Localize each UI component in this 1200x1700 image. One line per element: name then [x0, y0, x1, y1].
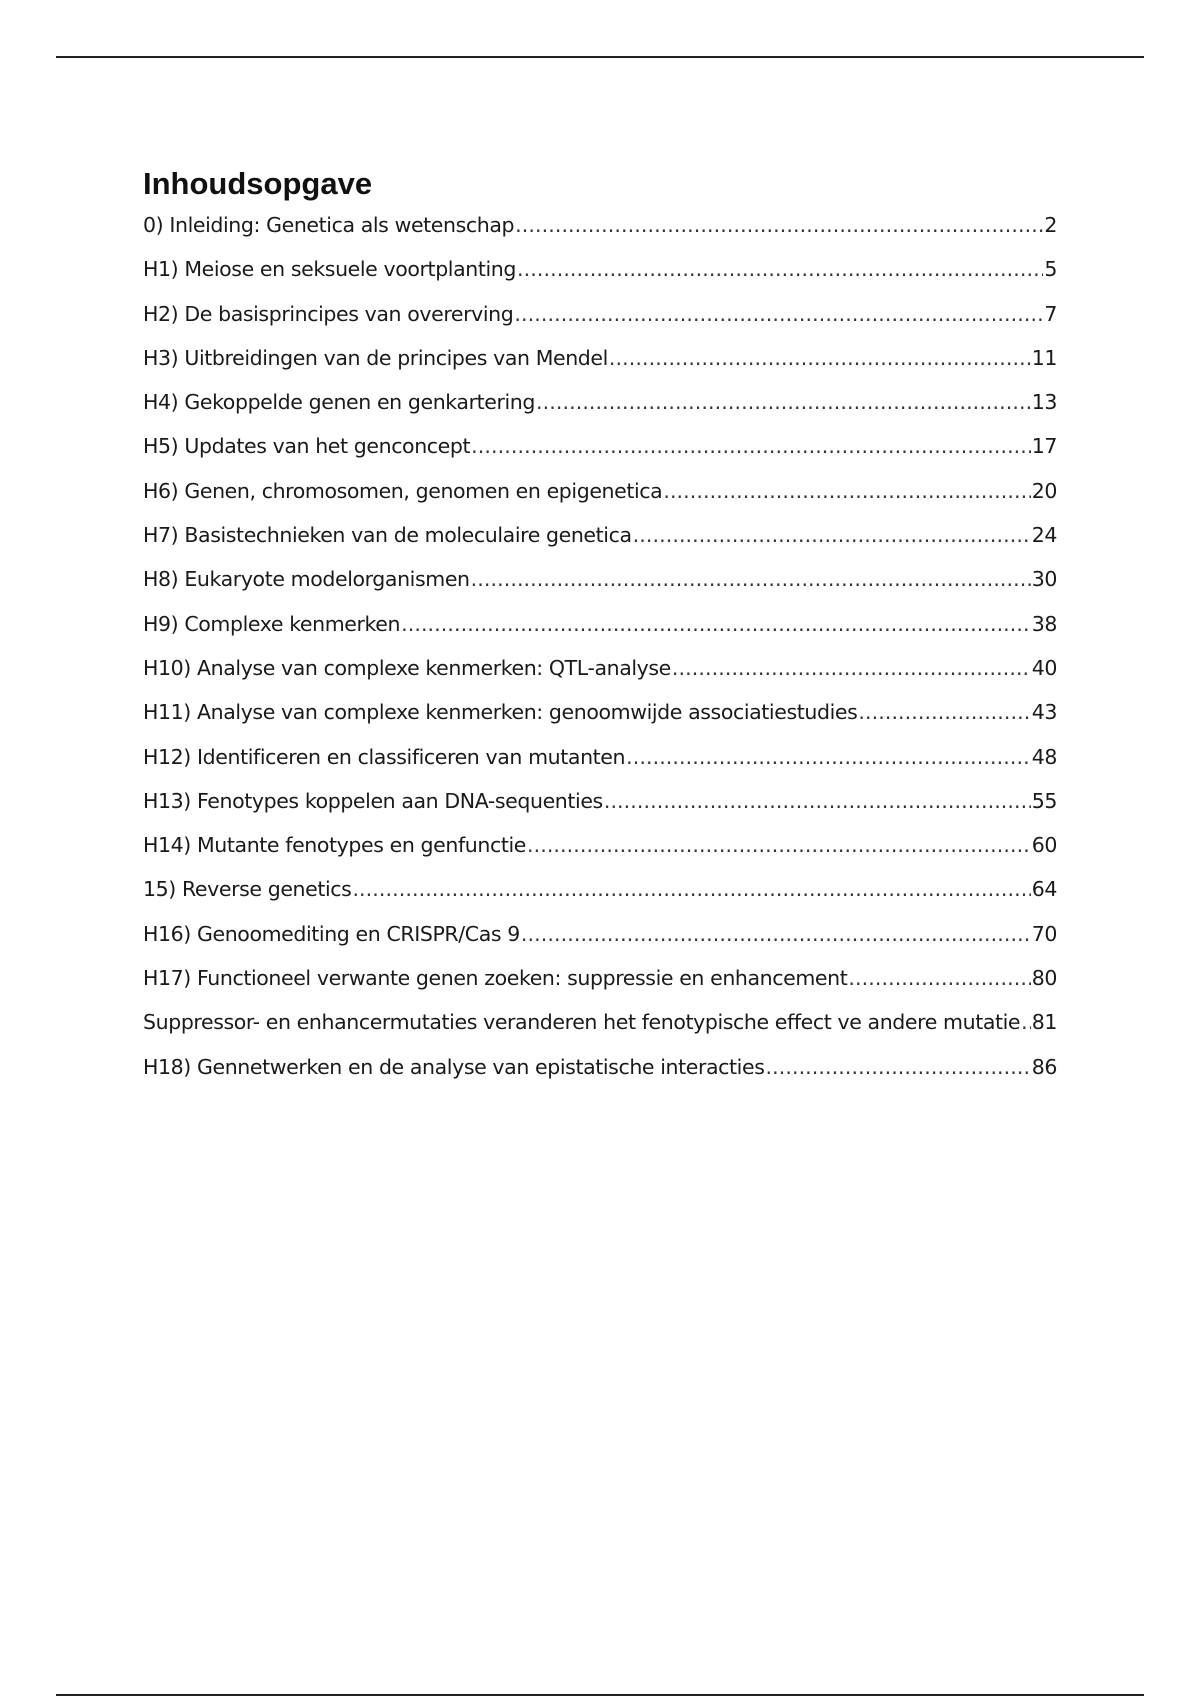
- toc-entry-label: H14) Mutante fenotypes en genfunctie: [143, 833, 526, 858]
- toc-entry[interactable]: [143, 698, 1057, 742]
- toc-entry[interactable]: [143, 300, 1057, 344]
- toc-entry[interactable]: [143, 344, 1057, 388]
- toc-entry-page: 5: [1044, 257, 1057, 282]
- toc-entry[interactable]: [143, 1053, 1057, 1097]
- toc-entry-page: 30: [1031, 567, 1057, 592]
- toc-entry[interactable]: [143, 565, 1057, 609]
- toc-entry-label: H5) Updates van het genconcept: [143, 434, 471, 459]
- toc-entry-label: H9) Complexe kenmerken: [143, 611, 401, 636]
- toc-entry[interactable]: [143, 211, 1057, 255]
- toc-entry-page: 43: [1031, 700, 1057, 725]
- dot-leader: [536, 388, 1031, 416]
- toc-entry[interactable]: [143, 1008, 1057, 1052]
- toc-entry[interactable]: [143, 743, 1057, 787]
- toc-entry-label: H16) Genoomediting en CRISPR/Cas 9: [143, 921, 520, 946]
- toc-entry-page: 38: [1031, 611, 1057, 636]
- header-rule: [56, 56, 1144, 58]
- toc-entry-page: 13: [1031, 390, 1057, 415]
- footer-rule: [56, 1694, 1144, 1696]
- toc-entry-label: H13) Fenotypes koppelen aan DNA-sequenties: [143, 788, 603, 813]
- dot-leader: [626, 743, 1031, 771]
- toc-list: [143, 211, 1057, 1097]
- toc-entry-page: 24: [1031, 523, 1057, 548]
- toc-entry-page: 48: [1031, 744, 1057, 769]
- dot-leader: [609, 344, 1031, 372]
- dot-leader: [633, 521, 1031, 549]
- toc-entry-page: 81: [1031, 1010, 1057, 1035]
- toc-entry-label: H17) Functioneel verwante genen zoeken: suppressie en enhancement: [143, 966, 848, 991]
- toc-entry[interactable]: [143, 388, 1057, 432]
- toc-entry[interactable]: [143, 432, 1057, 476]
- toc-entry-label: 15) Reverse genetics: [143, 877, 352, 902]
- dot-leader: [765, 1053, 1030, 1081]
- dot-leader: [663, 477, 1030, 505]
- toc-entry[interactable]: [143, 477, 1057, 521]
- toc-entry[interactable]: [143, 964, 1057, 1008]
- toc-entry[interactable]: [143, 654, 1057, 698]
- toc-entry-label: H10) Analyse van complexe kenmerken: QTL-analyse: [143, 655, 671, 680]
- toc-entry-label: H4) Gekoppelde genen en genkartering: [143, 390, 535, 415]
- toc-entry-page: 2: [1044, 213, 1057, 237]
- toc-entry-label: H6) Genen, chromosomen, genomen en epigenetica: [143, 478, 663, 503]
- toc-entry-page: 60: [1031, 833, 1057, 858]
- dot-leader: [672, 654, 1031, 682]
- toc-entry-page: 80: [1031, 966, 1057, 991]
- dot-leader: [352, 875, 1030, 903]
- toc-entry[interactable]: [143, 831, 1057, 875]
- toc-entry-label: H2) De basisprincipes van overerving: [143, 301, 514, 326]
- dot-leader: [471, 565, 1031, 593]
- toc-entry[interactable]: [143, 875, 1057, 919]
- toc-entry-page: 64: [1031, 877, 1057, 902]
- toc-entry-page: 55: [1031, 788, 1057, 813]
- toc-entry[interactable]: [143, 255, 1057, 299]
- dot-leader: [604, 787, 1031, 815]
- toc-entry-label: H1) Meiose en seksuele voortplanting: [143, 257, 516, 282]
- toc-entry-page: 7: [1044, 301, 1057, 326]
- dot-leader: [514, 300, 1043, 328]
- toc-entry-page: 86: [1031, 1054, 1057, 1079]
- toc-entry-label: H18) Gennetwerken en de analyse van epistatische interacties: [143, 1054, 765, 1079]
- dot-leader: [1021, 1008, 1031, 1036]
- toc-entry-label: H8) Eukaryote modelorganismen: [143, 567, 470, 592]
- toc-entry-label: H3) Uitbreidingen van de principes van Mendel: [143, 345, 608, 370]
- toc-entry-page: 11: [1031, 345, 1057, 370]
- dot-leader: [858, 698, 1030, 726]
- toc-entry[interactable]: [143, 610, 1057, 654]
- toc-title: Inhoudsopgave: [143, 166, 373, 201]
- dot-leader: [527, 831, 1031, 859]
- toc-entry-page: 17: [1031, 434, 1057, 459]
- dot-leader: [401, 610, 1031, 638]
- toc-entry-page: 40: [1031, 655, 1057, 680]
- toc-entry-label: H11) Analyse van complexe kenmerken: genoomwijde associatiestudies: [143, 700, 858, 725]
- toc-entry[interactable]: [143, 920, 1057, 964]
- toc-entry-label: 0) Inleiding: Genetica als wetenschap: [143, 213, 515, 237]
- table-of-contents: [143, 165, 1057, 1097]
- toc-entry-label: H12) Identificeren en classificeren van mutanten: [143, 744, 626, 769]
- dot-leader: [515, 211, 1043, 239]
- dot-leader: [848, 964, 1030, 992]
- dot-leader: [521, 920, 1031, 948]
- toc-entry-page: 20: [1031, 478, 1057, 503]
- toc-entry-label: Suppressor- en enhancermutaties veranderen het fenotypische effect ve andere mutatie: [143, 1010, 1021, 1035]
- toc-entry-label: H7) Basistechnieken van de moleculaire genetica: [143, 523, 632, 548]
- toc-entry[interactable]: [143, 787, 1057, 831]
- toc-entry[interactable]: [143, 521, 1057, 565]
- toc-entry-page: 70: [1031, 921, 1057, 946]
- dot-leader: [517, 255, 1043, 283]
- dot-leader: [471, 432, 1031, 460]
